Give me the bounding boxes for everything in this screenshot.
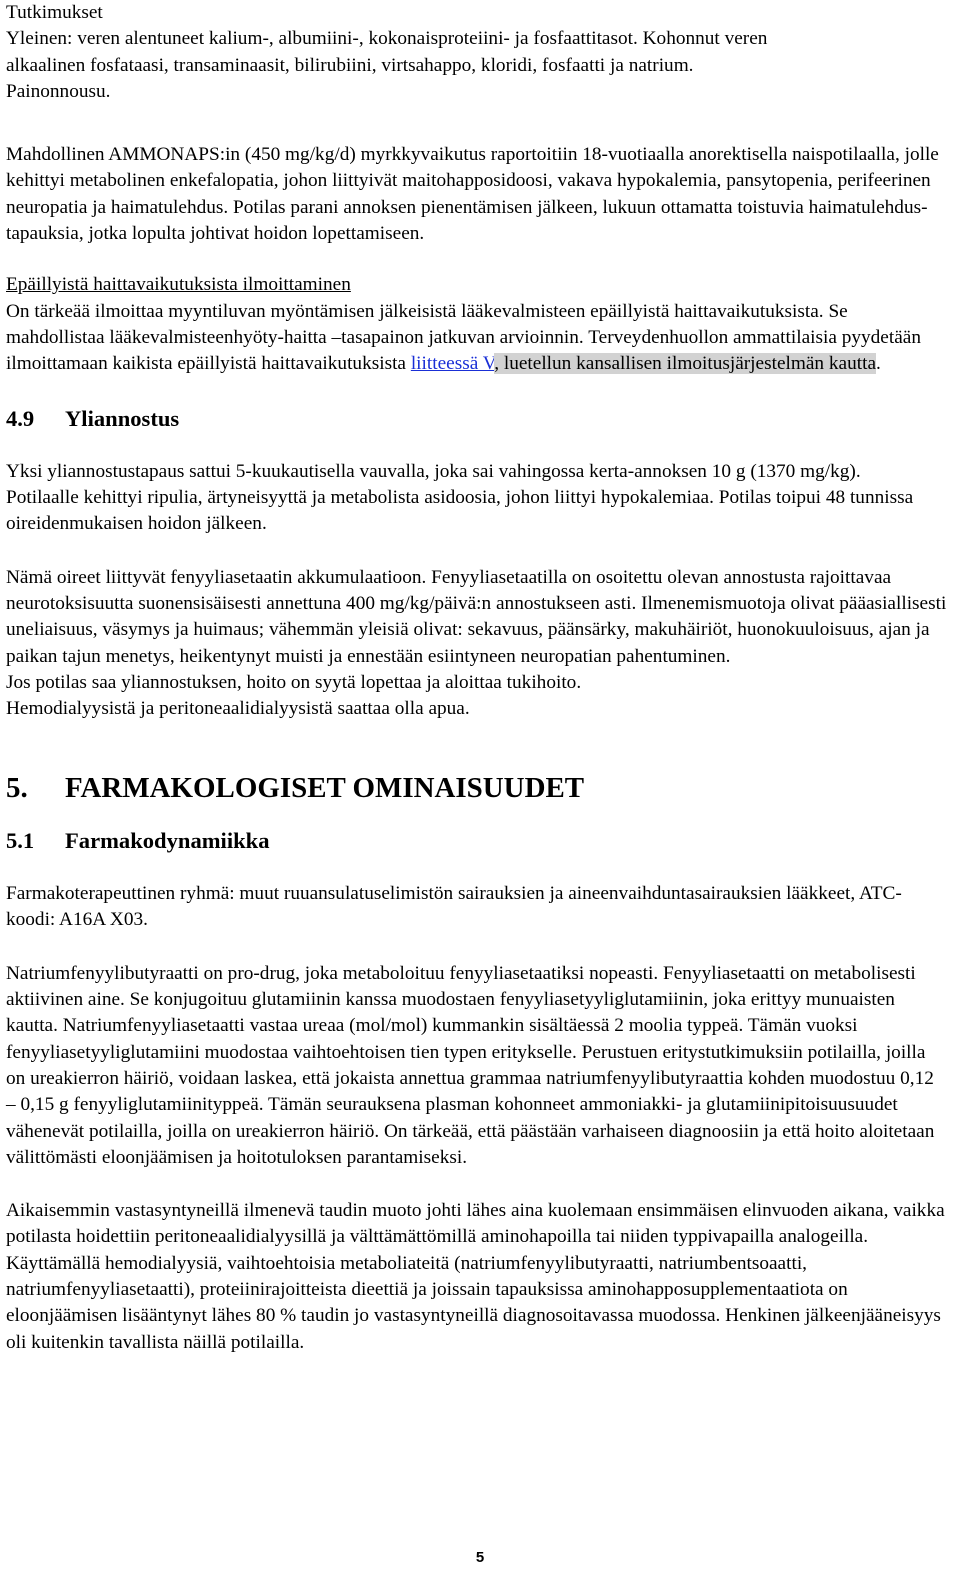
reporting-heading: Epäillyistä haittavaikutuksista ilmoittaminen — [6, 274, 351, 296]
pharmacodynamics-paragraph-3: Aikaisemmin vastasyntyneillä ilmenevä taudin muoto johti lähes aina kuolemaan ensimmäisen elinvuoden aikana, vaikka potilasta hoidettiin peritoneaalidialyysillä ja välttämättömillä aminohapoilla tai niiden typpivapailla analogeilla. Käyttämällä hemodialyysiä, vaihtoehtoisia metaboliateitä (natriumfenyylibutyraatti, natriumbentsoaatti, natriumfenyyliasetaatti), proteiinirajoitteista dieettiä ja joissain tapauksissa aminohapposupplementaatiota on eloonjäämisen lisääntynyt lähes 80 % taudin jo vastasyntyneillä diagnosoitavassa muodossa. Henkinen jälkeenjääneisyys oli kuitenkin tavallista näillä potilailla. — [6, 1200, 945, 1353]
pharmacodynamics-paragraph-2: Natriumfenyylibutyraatti on pro-drug, joka metaboloituu fenyyliasetaatiksi nopeasti. Fenyyliasetaatti on metabolisesti aktiivinen aine. Se konjugoituu glutamiinin kanssa muodostaen fenyyliasetyyliglutamiinin, joka erittyy munuaisten kautta. Natriumfenyyliasetaatti vastaa ureaa (mol/mol) kummankin sisältäessä 2 moolia typpeä. Tämän vuoksi fenyyliasetyyliglutamiini muodostaa vaihtoehtoisen tien typen eritykselle. Perustuen eritystutkimuksiin potilailla, joilla on ureakierron häiriö, voidaan laskea, että jokaista annettua grammaa natriumfenyylibutyraattia kohden muodostuu 0,12 – 0,15 g fenyyliglutamiinityppeä. Tämän seurauksena plasman kohonneet ammoniakki- ja glutamiinipitoisuusuudet vähenevät potilailla, joilla on ureakierron häiriö. On tärkeää, että päästään varhaiseen diagnoosiin ja että hoito aloitetaan välittömästi eloonjäämisen ja hoitotuloksen parantamiseksi. — [6, 962, 935, 1168]
tutkimukset-line-2: alkaalinen fosfataasi, transaminaasit, bilirubiini, virtsahappo, kloridi, fosfaatti ja natrium. — [6, 54, 694, 76]
reporting-period: . — [876, 353, 881, 375]
page-number: 5 — [475, 1549, 485, 1566]
section-5-1-heading — [6, 828, 956, 854]
overdose-paragraph-3: Jos potilas saa yliannostuksen, hoito on syytä lopettaa ja aloittaa tukihoito. — [6, 671, 582, 693]
tutkimukset-heading: Tutkimukset — [6, 2, 103, 23]
section-5-number: 5. — [6, 771, 28, 804]
section-5-heading — [6, 771, 956, 804]
section-4-9-title: Yliannostus — [65, 405, 180, 431]
reporting-text: On tärkeää ilmoittaa myyntiluvan myöntämisen jälkeisistä lääkevalmisteen epäillyistä haittavaikutuksista. Se mahdollistaa lääkevalmisteenhyöty-haitta –tasapainon jatkuvan arvioinnin. Terveydenhuollon ammattilaisia pyydetään ilmoittamaan kaikista epäillyistä haittavaikutuksista — [6, 300, 921, 375]
document-page — [6, 0, 956, 1356]
overdose-paragraph-4: Hemodialyysistä ja peritoneaalidialyysistä saattaa olla apua. — [6, 698, 470, 720]
section-5-title: FARMAKOLOGISET OMINAISUUDET — [65, 771, 585, 804]
reporting-tail: , luetellun kansallisen ilmoitusjärjestelmän kautta — [494, 353, 877, 375]
section-4-9-number: 4.9 — [6, 405, 35, 431]
pharmacodynamics-paragraph-1: Farmakoterapeuttinen ryhmä: muut ruuansulatuselimistön sairauksien ja aineenvaihduntasairauksien lääkkeet, ATC-koodi: A16A X03. — [6, 883, 902, 931]
reporting-paragraph — [6, 299, 936, 378]
section-5-1-title: Farmakodynamiikka — [65, 827, 270, 853]
ammonaps-case-paragraph: Mahdollinen AMMONAPS:in (450 mg/kg/d) myrkkyvaikutus raportoitiin 18-vuotiaalla anorektisella naispotilaalla, jolle kehittyi metabolinen enkefalopatia, johon liittyivät maitohapposidoosi, vakava hypokalemia, pansytopenia, perifeerinen neuropatia ja haimatulehdus. Potilas parani annoksen pienentämisen jälkeen, lukuun ottamatta toistuvia haimatulehdus-tapauksia, jotka lopulta johtivat hoidon lopettamiseen. — [6, 144, 939, 245]
section-4-9-heading — [6, 406, 956, 432]
overdose-paragraph-2: Nämä oireet liittyvät fenyyliasetaatin akkumulaatioon. Fenyyliasetaatilla on osoitettu olevan annostusta rajoittavaa neurotoksisuutta suonensisäisesti annettuna 400 mg/kg/päivä:n annostukseen asti. Ilmenemismuotoja olivat pääasiallisesti uneliaisuus, väsymys ja huimaus; vähemmän yleisiä olivat: sekavuus, päänsärky, makuhäiriöt, huonokuuloisuus, ajan ja paikan tajun menetys, heikentynyt muisti ja ennestään esiintyneen neuropatian pahentuminen. — [6, 566, 947, 667]
tutkimukset-line-3: Painonnousu. — [6, 80, 111, 102]
overdose-paragraph-1: Yksi yliannostustapaus sattui 5-kuukautisella vauvalla, joka sai vahingossa kerta-annoksen 10 g (1370 mg/kg). Potilaalle kehittyi ripulia, ärtyneisyyttä ja metabolista asidoosia, johon liittyi hypokalemiaa. Potilas toipui 48 tunnissa oireidenmukaisen hoidon jälkeen. — [6, 460, 914, 535]
annex-v-link[interactable]: liitteessä V — [410, 353, 495, 375]
section-5-1-number: 5.1 — [6, 827, 35, 853]
tutkimukset-line-1: Yleinen: veren alentuneet kalium-, albumiini-, kokonaisproteiini- ja fosfaattitasot. Kohonnut veren — [6, 28, 768, 50]
